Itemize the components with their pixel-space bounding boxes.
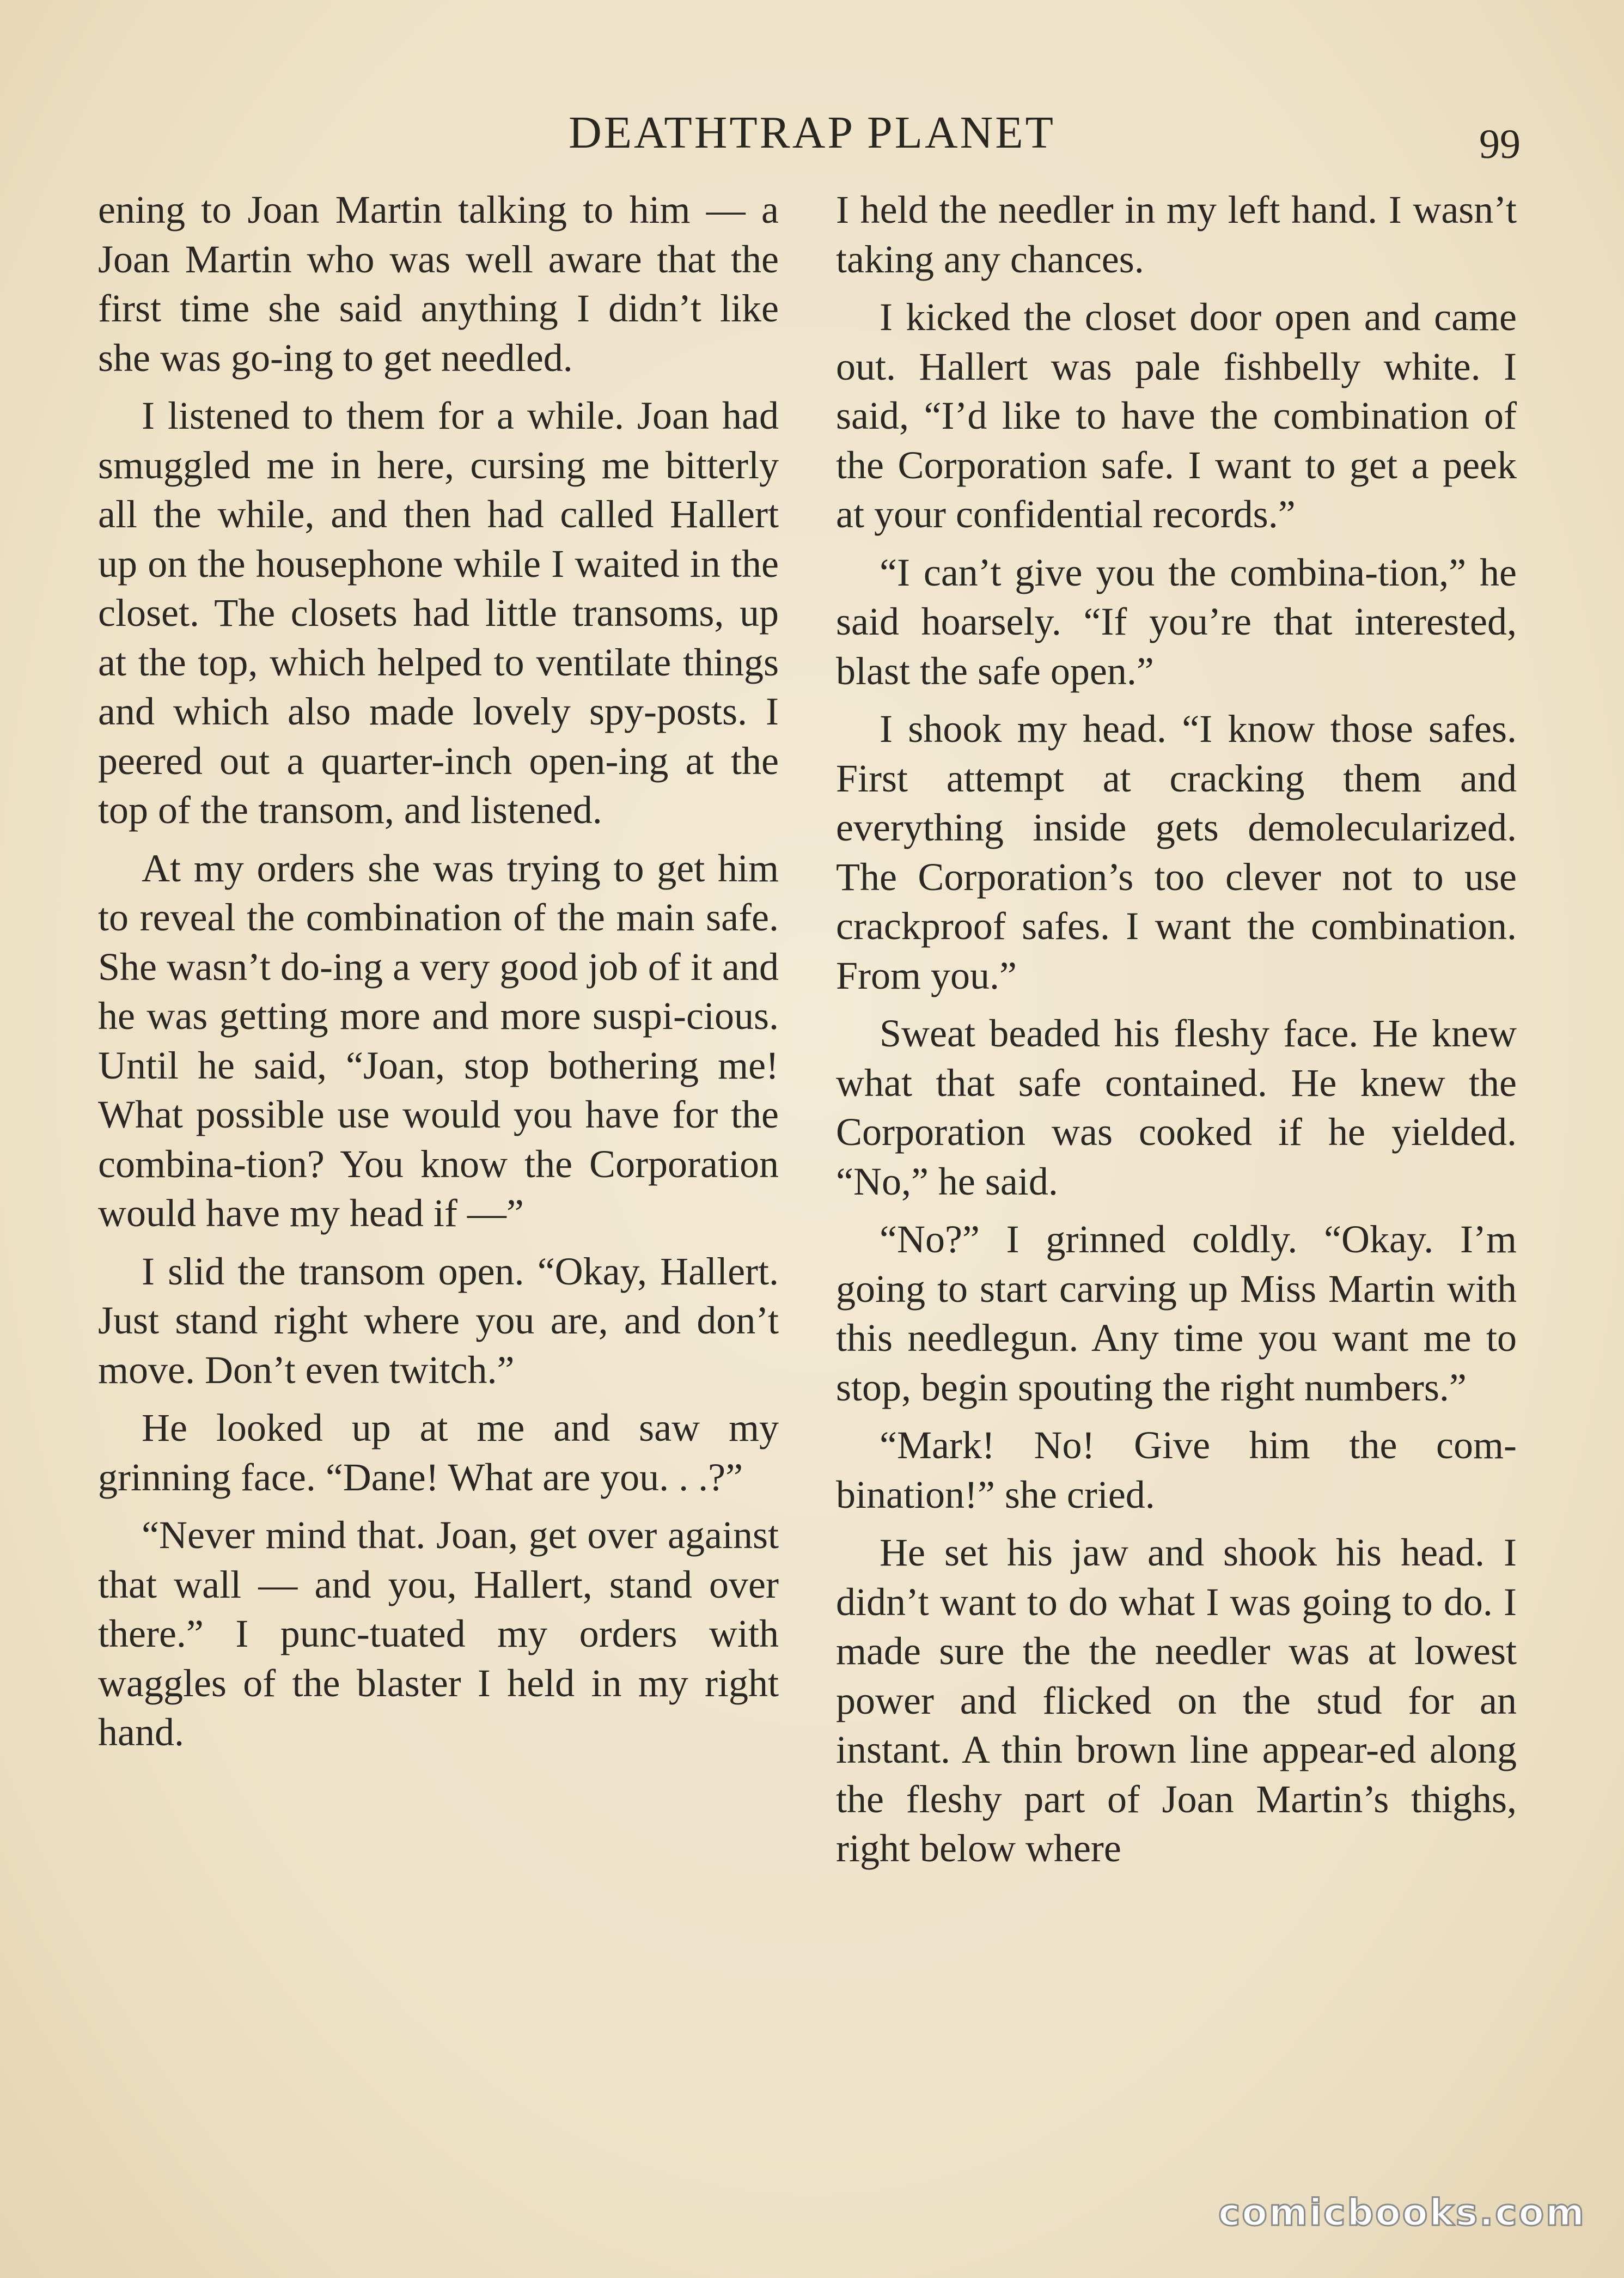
paragraph: I shook my head. “I know those safes. First attempt at cracking them and everything inside gets demolecularized. The Corporation’s too clever not to use crackproof safes. I want the combination. From you.” — [836, 707, 1517, 997]
page-number: 99 — [1479, 121, 1521, 167]
paragraph: “I can’t give you the combina-tion,” he said hoarsely. “If you’re that interested, blast the safe open.” — [836, 550, 1517, 693]
paragraph: I slid the transom open. “Okay, Hallert. Just stand right where you are, and don’t move. Don’t even twitch.” — [98, 1249, 779, 1392]
paragraph: “Never mind that. Joan, get over against that wall — and you, Hallert, stand over there.” I punc-tuated my orders with waggles of the blaster I held in my right hand. — [98, 1513, 779, 1754]
right-column — [836, 185, 1517, 2168]
paragraph: “No?” I grinned coldly. “Okay. I’m going to start carving up Miss Martin with this needlegun. Any time you want me to stop, begin spouting the right numbers.” — [836, 1217, 1517, 1409]
paragraph: “Mark! No! Give him the com-bination!” she cried. — [836, 1423, 1517, 1516]
paragraph: He set his jaw and shook his head. I didn’t want to do what I was going to do. I made sure the the needler was at lowest power and flicked on the stud for an instant. A thin brown line appear-ed along the fleshy part of Joan Martin’s thighs, right below where — [836, 1531, 1517, 1870]
left-column — [98, 185, 779, 2168]
paragraph: At my orders she was trying to get him to reveal the combination of the main safe. She wasn’t do-ing a very good job of it and he was getting more and more suspi-cious. Until he said, “Joan, stop bothering me! What possible use would you have for the combina-tion? You know the Corporation would have my head if —” — [98, 846, 779, 1235]
paragraph: I listened to them for a while. Joan had smuggled me in here, cursing me bitterly all the while, and then had called Hallert up on the housephone while I waited in the closet. The closets had little transoms, up at the top, which helped to ventilate things and which also made lovely spy-posts. I peered out a quarter-inch open-ing at the top of the transom, and listened. — [98, 394, 779, 832]
paragraph: I kicked the closet door open and came out. Hallert was pale fishbelly white. I said, “I’d like to have the combination of the Corporation safe. I want to get a peek at your confidential records.” — [836, 295, 1517, 536]
paragraph: He looked up at me and saw my grinning face. “Dane! What are you. . .?” — [98, 1406, 779, 1499]
paragraph: I held the needler in my left hand. I wasn’t taking any chances. — [836, 188, 1517, 281]
paragraph: ening to Joan Martin talking to him — a Joan Martin who was well aware that the first time she said anything I didn’t like she was go-ing to get needled. — [98, 188, 779, 380]
site-watermark: comicbooks.com — [1218, 2191, 1586, 2234]
paragraph: Sweat beaded his fleshy face. He knew what that safe contained. He knew the Corporation was cooked if he yielded. “No,” he said. — [836, 1012, 1517, 1203]
running-title: DEATHTRAP PLANET — [569, 107, 1055, 158]
